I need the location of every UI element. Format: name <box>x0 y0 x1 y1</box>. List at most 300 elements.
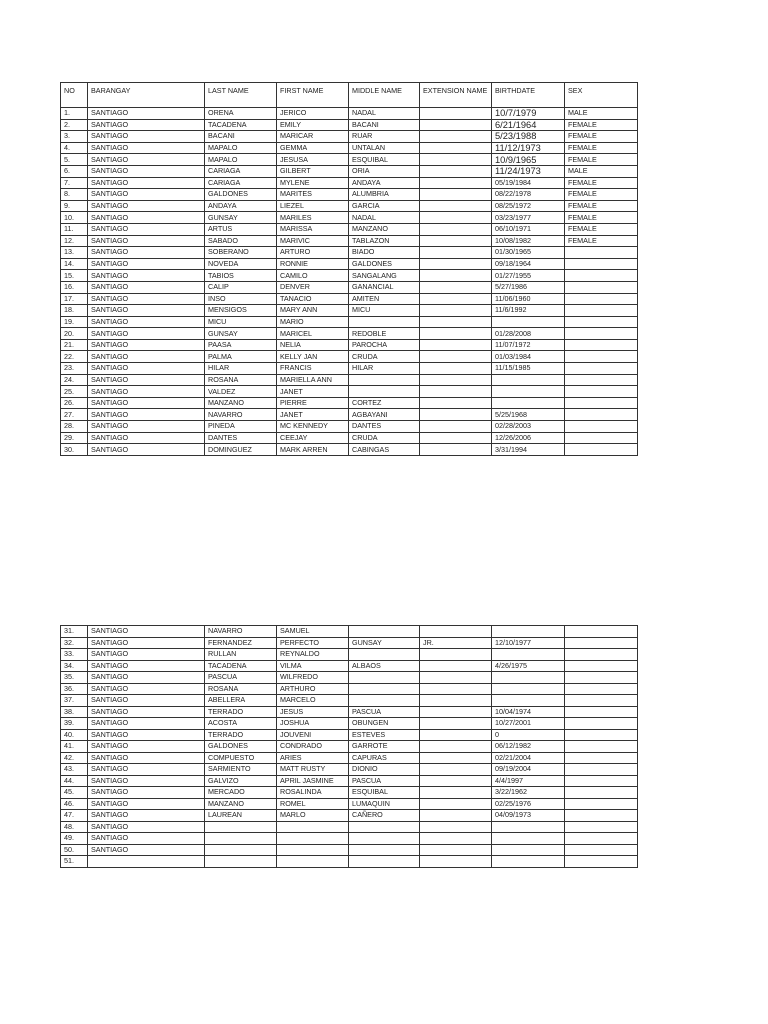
cell-middle-name: CRUDA <box>349 351 420 363</box>
cell-barangay: SANTIAGO <box>88 108 205 120</box>
cell-sex <box>565 660 638 672</box>
table-row <box>61 626 638 638</box>
cell-birthdate: 5/27/1986 <box>492 281 565 293</box>
cell-birthdate: 11/24/1973 <box>492 165 565 177</box>
cell-sex <box>565 351 638 363</box>
cell-sex <box>565 247 638 259</box>
cell-middle-name: AMITEN <box>349 293 420 305</box>
cell-sex <box>565 281 638 293</box>
cell-barangay: SANTIAGO <box>88 328 205 340</box>
cell-sex: MALE <box>565 108 638 120</box>
cell-no: 16. <box>61 281 88 293</box>
cell-middle-name <box>349 374 420 386</box>
table-row <box>61 718 638 730</box>
cell-extension-name <box>420 293 492 305</box>
cell-last-name: ACOSTA <box>205 718 277 730</box>
cell-first-name: MARICAR <box>277 131 349 143</box>
cell-extension-name <box>420 444 492 456</box>
cell-birthdate: 11/6/1992 <box>492 305 565 317</box>
cell-last-name: TACADENA <box>205 660 277 672</box>
cell-last-name: NAVARRO <box>205 409 277 421</box>
cell-extension-name <box>420 281 492 293</box>
cell-middle-name <box>349 844 420 856</box>
cell-sex <box>565 787 638 799</box>
cell-first-name: JANET <box>277 386 349 398</box>
cell-extension-name <box>420 177 492 189</box>
cell-birthdate <box>492 833 565 845</box>
cell-last-name: MANZANO <box>205 798 277 810</box>
cell-sex <box>565 363 638 375</box>
cell-sex <box>565 397 638 409</box>
cell-middle-name <box>349 856 420 868</box>
cell-no: 41. <box>61 741 88 753</box>
cell-barangay: SANTIAGO <box>88 810 205 822</box>
cell-extension-name <box>420 212 492 224</box>
table-row <box>61 258 638 270</box>
table-row <box>61 787 638 799</box>
cell-extension-name <box>420 108 492 120</box>
cell-birthdate: 08/22/1978 <box>492 189 565 201</box>
table-row <box>61 833 638 845</box>
cell-last-name: MENSIGOS <box>205 305 277 317</box>
cell-middle-name <box>349 821 420 833</box>
cell-first-name: DENVER <box>277 281 349 293</box>
cell-birthdate <box>492 844 565 856</box>
cell-last-name: SOBERANO <box>205 247 277 259</box>
cell-extension-name <box>420 718 492 730</box>
cell-birthdate: 4/4/1997 <box>492 775 565 787</box>
cell-last-name: SARMIENTO <box>205 764 277 776</box>
cell-middle-name <box>349 386 420 398</box>
cell-sex <box>565 637 638 649</box>
cell-first-name: MARILES <box>277 212 349 224</box>
cell-first-name: MARCELO <box>277 695 349 707</box>
cell-no: 42. <box>61 752 88 764</box>
cell-last-name: TABIOS <box>205 270 277 282</box>
cell-sex: FEMALE <box>565 235 638 247</box>
cell-no: 7. <box>61 177 88 189</box>
cell-sex: FEMALE <box>565 131 638 143</box>
cell-extension-name <box>420 363 492 375</box>
cell-middle-name: HILAR <box>349 363 420 375</box>
cell-no: 2. <box>61 119 88 131</box>
cell-first-name: EMILY <box>277 119 349 131</box>
table-row <box>61 695 638 707</box>
cell-barangay: SANTIAGO <box>88 706 205 718</box>
cell-middle-name: ALUMBRIA <box>349 189 420 201</box>
cell-sex <box>565 421 638 433</box>
cell-birthdate: 10/27/2001 <box>492 718 565 730</box>
cell-sex: MALE <box>565 165 638 177</box>
cell-last-name: TACADENA <box>205 119 277 131</box>
cell-no: 51. <box>61 856 88 868</box>
cell-first-name: JOSHUA <box>277 718 349 730</box>
cell-sex <box>565 741 638 753</box>
cell-no: 19. <box>61 316 88 328</box>
cell-last-name: SABADO <box>205 235 277 247</box>
cell-sex: FEMALE <box>565 189 638 201</box>
cell-no: 30. <box>61 444 88 456</box>
cell-no: 37. <box>61 695 88 707</box>
cell-first-name: MARITES <box>277 189 349 201</box>
cell-barangay: SANTIAGO <box>88 293 205 305</box>
cell-first-name: ARTHURO <box>277 683 349 695</box>
cell-middle-name: LUMAQUIN <box>349 798 420 810</box>
cell-extension-name <box>420 626 492 638</box>
cell-barangay: SANTIAGO <box>88 223 205 235</box>
cell-no: 36. <box>61 683 88 695</box>
cell-no: 11. <box>61 223 88 235</box>
cell-sex <box>565 649 638 661</box>
cell-middle-name: SANGALANG <box>349 270 420 282</box>
cell-middle-name: NADAL <box>349 108 420 120</box>
cell-barangay: SANTIAGO <box>88 212 205 224</box>
cell-birthdate: 09/19/2004 <box>492 764 565 776</box>
cell-extension-name <box>420 729 492 741</box>
cell-last-name: COMPUESTO <box>205 752 277 764</box>
cell-extension-name <box>420 119 492 131</box>
cell-barangay: SANTIAGO <box>88 281 205 293</box>
cell-extension-name <box>420 316 492 328</box>
cell-no: 3. <box>61 131 88 143</box>
table-row <box>61 706 638 718</box>
beneficiary-table-page-2 <box>60 625 638 868</box>
cell-middle-name: CAPURAS <box>349 752 420 764</box>
cell-sex <box>565 821 638 833</box>
cell-first-name <box>277 844 349 856</box>
cell-first-name: REYNALDO <box>277 649 349 661</box>
cell-extension-name <box>420 386 492 398</box>
cell-no: 24. <box>61 374 88 386</box>
cell-middle-name: ESTEVES <box>349 729 420 741</box>
cell-middle-name: ESQUIBAL <box>349 787 420 799</box>
cell-extension-name <box>420 821 492 833</box>
cell-sex <box>565 258 638 270</box>
cell-birthdate: 08/25/1972 <box>492 200 565 212</box>
table-body-page-1 <box>61 108 638 456</box>
cell-birthdate <box>492 626 565 638</box>
cell-sex <box>565 626 638 638</box>
cell-barangay: SANTIAGO <box>88 200 205 212</box>
cell-extension-name: JR. <box>420 637 492 649</box>
table-row <box>61 131 638 143</box>
cell-birthdate: 02/28/2003 <box>492 421 565 433</box>
cell-birthdate: 01/30/1965 <box>492 247 565 259</box>
cell-first-name: MARY ANN <box>277 305 349 317</box>
cell-extension-name <box>420 706 492 718</box>
cell-last-name: CARIAGA <box>205 165 277 177</box>
cell-no: 27. <box>61 409 88 421</box>
cell-barangay: SANTIAGO <box>88 165 205 177</box>
cell-no: 15. <box>61 270 88 282</box>
cell-first-name: GILBERT <box>277 165 349 177</box>
cell-extension-name <box>420 223 492 235</box>
cell-first-name: MARIVIC <box>277 235 349 247</box>
cell-no: 39. <box>61 718 88 730</box>
cell-no: 33. <box>61 649 88 661</box>
cell-no: 31. <box>61 626 88 638</box>
cell-middle-name: CAÑERO <box>349 810 420 822</box>
cell-middle-name: DANTES <box>349 421 420 433</box>
cell-barangay: SANTIAGO <box>88 752 205 764</box>
cell-extension-name <box>420 258 492 270</box>
cell-sex <box>565 810 638 822</box>
header-barangay: BARANGAY <box>88 83 205 108</box>
cell-first-name: RONNIE <box>277 258 349 270</box>
cell-no: 8. <box>61 189 88 201</box>
cell-barangay: SANTIAGO <box>88 397 205 409</box>
table-row <box>61 421 638 433</box>
cell-extension-name <box>420 131 492 143</box>
cell-last-name: NOVEDA <box>205 258 277 270</box>
cell-no: 44. <box>61 775 88 787</box>
table-row <box>61 165 638 177</box>
cell-first-name: JESUSA <box>277 154 349 166</box>
cell-no: 28. <box>61 421 88 433</box>
cell-last-name: CARIAGA <box>205 177 277 189</box>
cell-birthdate <box>492 386 565 398</box>
cell-barangay <box>88 856 205 868</box>
cell-no: 47. <box>61 810 88 822</box>
cell-first-name <box>277 821 349 833</box>
cell-extension-name <box>420 695 492 707</box>
cell-no: 20. <box>61 328 88 340</box>
cell-extension-name <box>420 235 492 247</box>
cell-sex <box>565 775 638 787</box>
cell-last-name: GUNSAY <box>205 212 277 224</box>
cell-sex: FEMALE <box>565 154 638 166</box>
cell-barangay: SANTIAGO <box>88 787 205 799</box>
header-no: NO <box>61 83 88 108</box>
cell-middle-name: UNTALAN <box>349 142 420 154</box>
header-middle-name: MIDDLE NAME <box>349 83 420 108</box>
cell-middle-name <box>349 672 420 684</box>
cell-barangay: SANTIAGO <box>88 142 205 154</box>
table-row <box>61 235 638 247</box>
cell-first-name: NELIA <box>277 339 349 351</box>
cell-sex <box>565 672 638 684</box>
cell-sex: FEMALE <box>565 142 638 154</box>
cell-barangay: SANTIAGO <box>88 626 205 638</box>
cell-middle-name: GANANCIAL <box>349 281 420 293</box>
cell-barangay: SANTIAGO <box>88 833 205 845</box>
cell-no: 40. <box>61 729 88 741</box>
table-row <box>61 798 638 810</box>
cell-last-name: VALDEZ <box>205 386 277 398</box>
cell-extension-name <box>420 397 492 409</box>
cell-first-name: MARIELLA ANN <box>277 374 349 386</box>
cell-first-name: ARTURO <box>277 247 349 259</box>
cell-no: 5. <box>61 154 88 166</box>
cell-sex <box>565 316 638 328</box>
cell-middle-name: MICU <box>349 305 420 317</box>
cell-last-name: TERRADO <box>205 729 277 741</box>
cell-extension-name <box>420 833 492 845</box>
cell-no: 43. <box>61 764 88 776</box>
cell-birthdate: 03/23/1977 <box>492 212 565 224</box>
cell-barangay: SANTIAGO <box>88 131 205 143</box>
cell-extension-name <box>420 165 492 177</box>
cell-sex <box>565 718 638 730</box>
table-row <box>61 316 638 328</box>
header-last-name: LAST NAME <box>205 83 277 108</box>
cell-first-name: TANACIO <box>277 293 349 305</box>
cell-extension-name <box>420 775 492 787</box>
cell-no: 13. <box>61 247 88 259</box>
cell-birthdate: 06/12/1982 <box>492 741 565 753</box>
cell-middle-name <box>349 626 420 638</box>
cell-sex <box>565 386 638 398</box>
cell-middle-name: DIONIO <box>349 764 420 776</box>
cell-sex: FEMALE <box>565 119 638 131</box>
cell-birthdate: 01/27/1955 <box>492 270 565 282</box>
cell-sex <box>565 444 638 456</box>
cell-sex <box>565 764 638 776</box>
table-row <box>61 649 638 661</box>
cell-no: 17. <box>61 293 88 305</box>
table-row <box>61 177 638 189</box>
cell-last-name <box>205 844 277 856</box>
cell-middle-name <box>349 316 420 328</box>
cell-extension-name <box>420 200 492 212</box>
table-row <box>61 729 638 741</box>
cell-extension-name <box>420 247 492 259</box>
cell-birthdate: 12/10/1977 <box>492 637 565 649</box>
cell-last-name: MERCADO <box>205 787 277 799</box>
cell-sex: FEMALE <box>565 212 638 224</box>
cell-first-name: JERICO <box>277 108 349 120</box>
cell-sex <box>565 798 638 810</box>
cell-first-name: KELLY JAN <box>277 351 349 363</box>
cell-last-name: BACANI <box>205 131 277 143</box>
cell-sex <box>565 729 638 741</box>
cell-middle-name: PASCUA <box>349 775 420 787</box>
cell-extension-name <box>420 844 492 856</box>
table-row <box>61 856 638 868</box>
cell-extension-name <box>420 649 492 661</box>
cell-barangay: SANTIAGO <box>88 660 205 672</box>
table-row <box>61 810 638 822</box>
cell-birthdate: 3/22/1962 <box>492 787 565 799</box>
cell-extension-name <box>420 421 492 433</box>
cell-middle-name: OBUNGEN <box>349 718 420 730</box>
cell-no: 18. <box>61 305 88 317</box>
cell-last-name: PASCUA <box>205 672 277 684</box>
table-row <box>61 683 638 695</box>
cell-birthdate: 06/10/1971 <box>492 223 565 235</box>
cell-barangay: SANTIAGO <box>88 409 205 421</box>
cell-barangay: SANTIAGO <box>88 247 205 259</box>
cell-first-name: LIEZEL <box>277 200 349 212</box>
cell-birthdate: 11/06/1960 <box>492 293 565 305</box>
cell-sex <box>565 339 638 351</box>
cell-extension-name <box>420 810 492 822</box>
cell-middle-name <box>349 649 420 661</box>
cell-birthdate: 10/9/1965 <box>492 154 565 166</box>
cell-last-name: GALDONES <box>205 189 277 201</box>
cell-extension-name <box>420 142 492 154</box>
cell-no: 29. <box>61 432 88 444</box>
cell-barangay: SANTIAGO <box>88 363 205 375</box>
cell-middle-name: ORIA <box>349 165 420 177</box>
cell-first-name: ARIES <box>277 752 349 764</box>
cell-middle-name: PASCUA <box>349 706 420 718</box>
cell-sex <box>565 683 638 695</box>
cell-first-name: MYLENE <box>277 177 349 189</box>
cell-last-name: GALVIZO <box>205 775 277 787</box>
cell-birthdate <box>492 672 565 684</box>
cell-barangay: SANTIAGO <box>88 672 205 684</box>
cell-birthdate: 11/07/1972 <box>492 339 565 351</box>
cell-extension-name <box>420 154 492 166</box>
table-row <box>61 397 638 409</box>
cell-last-name: NAVARRO <box>205 626 277 638</box>
cell-birthdate: 02/25/1976 <box>492 798 565 810</box>
table-row <box>61 821 638 833</box>
cell-middle-name: CABINGAS <box>349 444 420 456</box>
cell-first-name: PIERRE <box>277 397 349 409</box>
cell-sex <box>565 833 638 845</box>
cell-barangay: SANTIAGO <box>88 775 205 787</box>
cell-first-name: MARLO <box>277 810 349 822</box>
cell-extension-name <box>420 752 492 764</box>
cell-birthdate: 5/25/1968 <box>492 409 565 421</box>
cell-barangay: SANTIAGO <box>88 649 205 661</box>
cell-sex <box>565 752 638 764</box>
cell-middle-name: RUAR <box>349 131 420 143</box>
cell-middle-name: GALDONES <box>349 258 420 270</box>
cell-middle-name: GUNSAY <box>349 637 420 649</box>
cell-barangay: SANTIAGO <box>88 235 205 247</box>
cell-last-name: MAPALO <box>205 154 277 166</box>
cell-barangay: SANTIAGO <box>88 119 205 131</box>
table-row <box>61 672 638 684</box>
cell-last-name: ARTUS <box>205 223 277 235</box>
cell-extension-name <box>420 683 492 695</box>
cell-first-name: APRIL JASMINE <box>277 775 349 787</box>
cell-no: 46. <box>61 798 88 810</box>
cell-sex <box>565 844 638 856</box>
table-row <box>61 328 638 340</box>
cell-sex <box>565 706 638 718</box>
cell-middle-name <box>349 833 420 845</box>
cell-no: 21. <box>61 339 88 351</box>
table-row <box>61 752 638 764</box>
cell-birthdate <box>492 316 565 328</box>
cell-middle-name: GARCIA <box>349 200 420 212</box>
cell-barangay: SANTIAGO <box>88 339 205 351</box>
cell-first-name: GEMMA <box>277 142 349 154</box>
cell-barangay: SANTIAGO <box>88 844 205 856</box>
table-row <box>61 247 638 259</box>
cell-middle-name: PAROCHA <box>349 339 420 351</box>
table-row <box>61 386 638 398</box>
cell-extension-name <box>420 409 492 421</box>
cell-first-name: PERFECTO <box>277 637 349 649</box>
table-row <box>61 305 638 317</box>
cell-birthdate: 10/7/1979 <box>492 108 565 120</box>
cell-middle-name: GARROTE <box>349 741 420 753</box>
table-row <box>61 200 638 212</box>
cell-last-name: PINEDA <box>205 421 277 433</box>
cell-no: 23. <box>61 363 88 375</box>
cell-birthdate: 01/03/1984 <box>492 351 565 363</box>
cell-middle-name: ALBAOS <box>349 660 420 672</box>
cell-first-name: JANET <box>277 409 349 421</box>
cell-birthdate: 01/28/2008 <box>492 328 565 340</box>
cell-first-name: WILFREDO <box>277 672 349 684</box>
cell-no: 9. <box>61 200 88 212</box>
